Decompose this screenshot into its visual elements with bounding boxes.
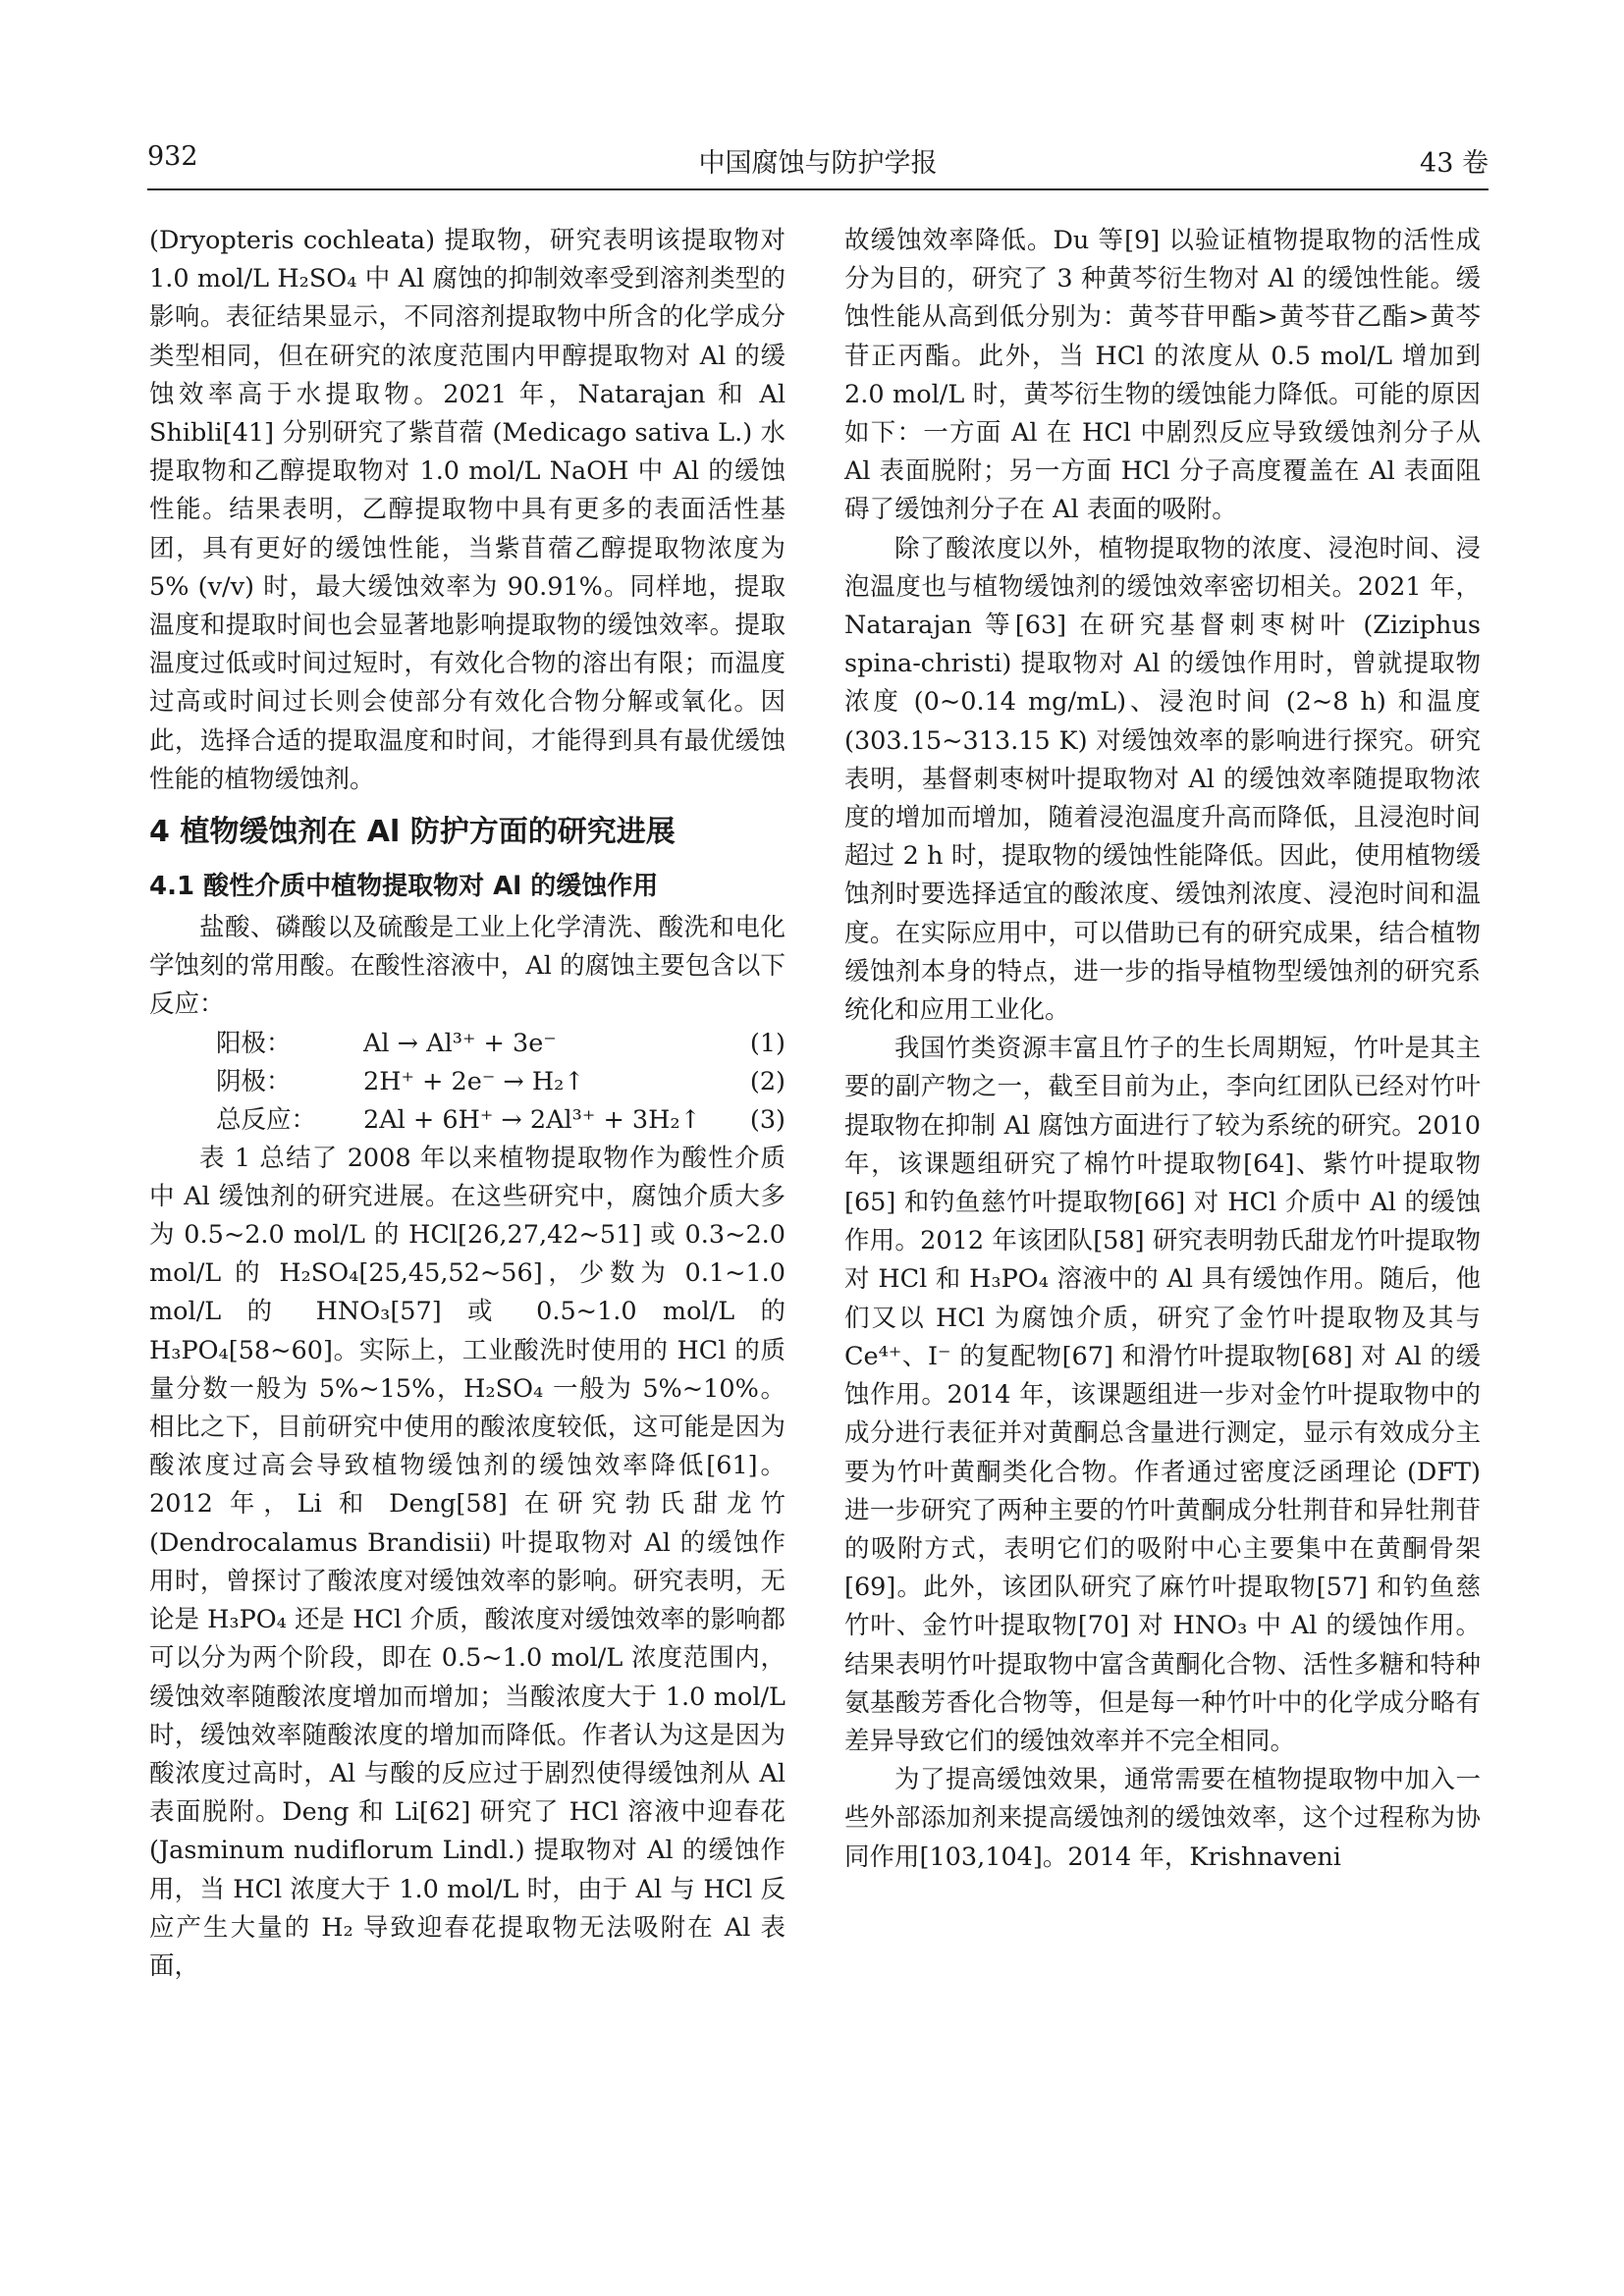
left-column: [149, 222, 785, 1986]
journal-title: 中国腐蚀与防护学报: [698, 148, 938, 179]
running-header: [147, 137, 1489, 190]
paragraph: 我国竹类资源丰富且竹子的生长周期短，竹叶是其主要的副产物之一，截至目前为止，李向红团队已经对竹叶提取物在抑制 Al 腐蚀方面进行了较为系统的研究。2010 年，该课题组研究了棉竹叶提取物[64]、紫竹叶提取物[65] 和钓鱼慈竹叶提取物[66] 对 HCl 介质中 Al 的缓蚀作用。2012 年该团队[58] 研究表明勃氏甜龙竹叶提取物对 HCl 和 H₃PO₄ 溶液中的 Al 具有缓蚀作用。随后，他们又以 HCl 为腐蚀介质，研究了金竹叶提取物及其与 Ce⁴⁺、I⁻ 的复配物[67] 和滑竹叶提取物[68] 对 Al 的缓蚀作用。2014 年，该课题组进一步对金竹叶提取物中的成分进行表征并对黄酮总含量进行测定，显示有效成分主要为竹叶黄酮类化合物。作者通过密度泛函理论 (DFT) 进一步研究了两种主要的竹叶黄酮成分牡荆苷和异牡荆苷的吸附方式，表明它们的吸附中心主要集中在黄酮骨架[69]。此外，该团队研究了麻竹叶提取物[57] 和钓鱼慈竹叶、金竹叶提取物[70] 对 HNO₃ 中 Al 的缓蚀作用。结果表明竹叶提取物中富含黄酮化合物、活性多糖和特种氨基酸芳香化合物等，但是每一种竹叶中的化学成分略有差异导致它们的缓蚀效率并不完全相同。: [844, 1034, 1481, 1756]
paragraph: 故缓蚀效率降低。Du 等[9] 以验证植物提取物的活性成分为目的，研究了 3 种黄芩衍生物对 Al 的缓蚀性能。缓蚀性能从高到低分别为：黄芩苷甲酯>黄芩苷乙酯>黄芩苷正丙酯。此外，当 HCl 的浓度从 0.5 mol/L 增加到 2.0 mol/L 时，黄芩衍生物的缓蚀能力降低。可能的原因如下：一方面 Al 在 HCl 中剧烈反应导致缓蚀剂分子从 Al 表面脱附；另一方面 HCl 分子高度覆盖在 Al 表面阻碍了缓蚀剂分子在 Al 表面的吸附。: [844, 226, 1481, 525]
right-column: [844, 222, 1481, 1877]
equation-number: (2): [749, 1066, 785, 1096]
paragraph: 除了酸浓度以外，植物提取物的浓度、浸泡时间、浸泡温度也与植物缓蚀剂的缓蚀效率密切相关。2021 年，Natarajan 等[63] 在研究基督刺枣树叶 (Ziziphus spina-christi) 提取物对 Al 的缓蚀作用时，曾就提取物浓度 (0~0.14 mg/mL)、浸泡时间 (2~8 h) 和温度 (303.15~313.15 K) 对缓蚀效率的影响进行探究。研究表明，基督刺枣树叶提取物对 Al 的缓蚀效率随提取物浓度的增加而增加，随着浸泡温度升高而降低，且浸泡时间超过 2 h 时，提取物的缓蚀性能降低。因此，使用植物缓蚀剂时要选择适宜的酸浓度、缓蚀剂浓度、浸泡时间和温度。在实际应用中，可以借助已有的研究成果，结合植物缓蚀剂本身的特点，进一步的指导植物型缓蚀剂的研究系统化和应用工业化。: [844, 533, 1481, 1026]
paragraph: 盐酸、磷酸以及硫酸是工业上化学清洗、酸洗和电化学蚀刻的常用酸。在酸性溶液中，Al 的腐蚀主要包含以下反应：: [149, 913, 785, 1020]
equation-label: 阴极：: [216, 1066, 292, 1096]
paragraph: 表 1 总结了 2008 年以来植物提取物作为酸性介质中 Al 缓蚀剂的研究进展。在这些研究中，腐蚀介质大多为 0.5~2.0 mol/L 的 HCl[26,27,42~51] 或 0.3~2.0 mol/L 的 H₂SO₄[25,45,52~56]，少数为 0.1~1.0 mol/L 的 HNO₃[57] 或 0.5~1.0 mol/L 的 H₃PO₄[58~60]。实际上，工业酸洗时使用的 HCl 的质量分数一般为 5%~15%，H₂SO₄ 一般为 5%~10%。相比之下，目前研究中使用的酸浓度较低，这可能是因为酸浓度过高会导致植物缓蚀剂的缓蚀效率降低[61]。2012 年，Li 和 Deng[58] 在研究勃氏甜龙竹 (Dendrocalamus Brandisii) 叶提取物对 Al 的缓蚀作用时，曾探讨了酸浓度对缓蚀效率的影响。研究表明，无论是 H₃PO₄ 还是 HCl 介质，酸浓度对缓蚀效率的影响都可以分为两个阶段，即在 0.5~1.0 mol/L 浓度范围内，缓蚀效率随酸浓度增加而增加；当酸浓度大于 1.0 mol/L 时，缓蚀效率随酸浓度的增加而降低。作者认为这是因为酸浓度过高时，Al 与酸的反应过于剧烈使得缓蚀剂从 Al 表面脱附。Deng 和 Li[62] 研究了 HCl 溶液中迎春花 (Jasminum nudiflorum Lindl.) 提取物对 Al 的缓蚀作用，当 HCl 浓度大于 1.0 mol/L 时，由于 Al 与 HCl 反应产生大量的 H₂ 导致迎春花提取物无法吸附在 Al 表面，: [149, 1143, 785, 1981]
equation-number: (3): [749, 1104, 785, 1135]
section-heading: 4 植物缓蚀剂在 Al 防护方面的研究进展: [149, 815, 676, 850]
equation-body: 2H⁺ + 2e⁻ → H₂↑: [363, 1066, 585, 1096]
equation-body: Al → Al³⁺ + 3e⁻: [363, 1028, 557, 1058]
equation-cathode: [149, 1063, 785, 1101]
equation-total: [149, 1101, 785, 1140]
equation-anode: [149, 1025, 785, 1063]
volume-label: 43 卷: [1420, 148, 1489, 179]
page-number: 932: [147, 141, 198, 172]
paragraph: (Dryopteris cochleata) 提取物，研究表明该提取物对 1.0 mol/L H₂SO₄ 中 Al 腐蚀的抑制效率受到溶剂类型的影响。表征结果显示，不同溶剂提取物中所含的化学成分类型相同，但在研究的浓度范围内甲醇提取物对 Al 的缓蚀效率高于水提取物。2021 年，Natarajan 和 Al Shibli[41] 分别研究了紫苜蓿 (Medicago sativa L.) 水提取物和乙醇提取物对 1.0 mol/L NaOH 中 Al 的缓蚀性能。结果表明，乙醇提取物中具有更多的表面活性基团，具有更好的缓蚀性能，当紫苜蓿乙醇提取物浓度为 5% (v/v) 时，最大缓蚀效率为 90.91%。同样地，提取温度和提取时间也会显著地影响提取物的缓蚀效率。提取温度过低或时间过短时，有效化合物的溶出有限；而温度过高或时间过长则会使部分有效化合物分解或氧化。因此，选择合适的提取温度和时间，才能得到具有最优缓蚀性能的植物缓蚀剂。: [149, 226, 785, 794]
subsection-heading: 4.1 酸性介质中植物提取物对 Al 的缓蚀作用: [149, 872, 659, 902]
equation-body: 2Al + 6H⁺ → 2Al³⁺ + 3H₂↑: [363, 1104, 701, 1135]
paragraph: 为了提高缓蚀效果，通常需要在植物提取物中加入一些外部添加剂来提高缓蚀剂的缓蚀效率，这个过程称为协同作用[103,104]。2014 年，Krishnaveni: [844, 1765, 1481, 1872]
equation-number: (1): [749, 1028, 785, 1058]
equation-label: 总反应：: [216, 1104, 317, 1135]
equation-label: 阳极：: [216, 1028, 292, 1058]
